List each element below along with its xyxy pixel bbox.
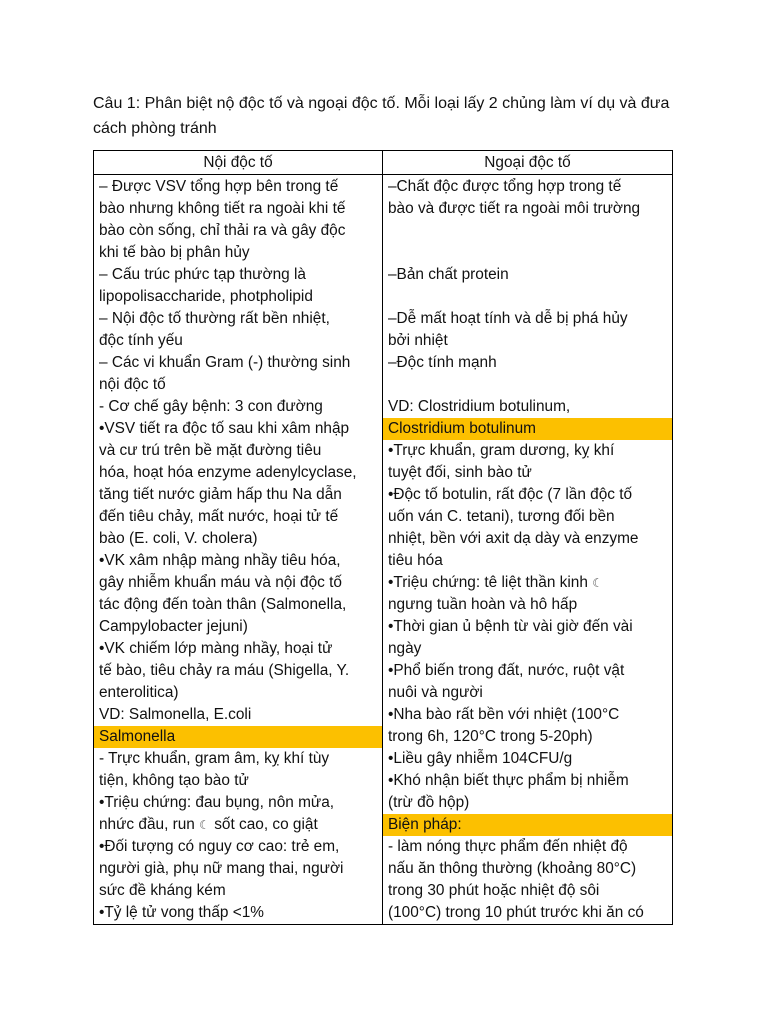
right-line: nuôi và người — [388, 684, 483, 701]
left-line: enterolitica) — [99, 684, 179, 701]
left-line: bào còn sống, chỉ thải ra và gây độc — [99, 222, 346, 239]
left-line: •VSV tiết ra độc tố sau khi xâm nhập — [99, 420, 350, 437]
left-line-text: nhức đầu, run — [99, 816, 195, 833]
left-line: •VK chiếm lớp màng nhầy, hoại tử — [99, 640, 333, 657]
table-header-row — [94, 151, 673, 175]
right-line: •Thời gian ủ bệnh từ vài giờ đến vài — [388, 618, 633, 635]
right-line: •Trực khuẩn, gram dương, kỵ khí — [388, 442, 615, 459]
right-line: •Phổ biến trong đất, nước, ruột vật — [388, 662, 625, 679]
left-line: bào (E. coli, V. cholera) — [99, 530, 258, 547]
moon-symbol-icon: ☾ — [592, 576, 603, 590]
left-line: – Được VSV tổng hợp bên trong tế — [99, 178, 339, 195]
blank-line — [388, 220, 667, 242]
right-line: VD: Clostridium botulinum, — [388, 398, 571, 415]
blank-line — [388, 286, 667, 308]
left-line — [99, 814, 377, 836]
right-line: ngày — [388, 640, 422, 657]
left-line: nội độc tố — [99, 376, 166, 393]
left-line-text: sốt cao, co giật — [214, 816, 318, 833]
question-line-1: Câu 1: Phân biệt nộ độc tố và ngoại độc tố. Mỗi loại lấy 2 chủng làm ví dụ và đưa — [93, 95, 670, 112]
clostridium-heading: Clostridium botulinum — [383, 418, 672, 440]
left-line: - Cơ chế gây bệnh: 3 con đường — [99, 398, 323, 415]
blank-line — [388, 242, 667, 264]
right-line: (trừ đồ hộp) — [388, 794, 470, 811]
left-line: tác động đến toàn thân (Salmonella, — [99, 596, 347, 613]
left-line: độc tính yếu — [99, 332, 183, 349]
right-line — [388, 572, 667, 594]
right-line: trong 30 phút hoặc nhiệt độ sôi — [388, 882, 600, 899]
right-line: –Độc tính mạnh — [388, 354, 497, 371]
right-line: - làm nóng thực phẩm đến nhiệt độ — [388, 838, 628, 855]
right-line: tuyệt đối, sinh bào tử — [388, 464, 532, 481]
left-line: lipopolisaccharide, photpholipid — [99, 288, 313, 305]
right-line-text: •Triệu chứng: tê liệt thần kinh — [388, 574, 588, 591]
header-endotoxin: Nội độc tố — [94, 151, 383, 175]
exotoxin-cell — [383, 175, 673, 925]
left-line: Campylobacter jejuni) — [99, 618, 248, 635]
right-line: –Bản chất protein — [388, 266, 509, 283]
right-line: uốn ván C. tetani), tương đối bền — [388, 508, 615, 525]
left-line: gây nhiễm khuẩn máu và nội độc tố — [99, 574, 342, 591]
right-line: nấu ăn thông thường (khoảng 80°C) — [388, 860, 637, 877]
left-line: khi tế bào bị phân hủy — [99, 244, 250, 261]
left-line: tiện, không tạo bào tử — [99, 772, 249, 789]
comparison-table — [93, 150, 673, 925]
right-line: •Nha bào rất bền với nhiệt (100°C — [388, 706, 620, 723]
right-line: (100°C) trong 10 phút trước khi ăn có — [388, 904, 644, 921]
right-line: –Chất độc được tổng hợp trong tế — [388, 178, 622, 195]
right-line: •Độc tố botulin, rất độc (7 lần độc tố — [388, 486, 633, 503]
left-line: bào nhưng không tiết ra ngoài khi tế — [99, 200, 346, 217]
left-line: – Cấu trúc phức tạp thường là — [99, 266, 306, 283]
question-text — [93, 91, 693, 141]
measures-heading: Biện pháp: — [383, 814, 672, 836]
right-line: trong 6h, 120°C trong 5-20ph) — [388, 728, 593, 745]
right-line: bởi nhiệt — [388, 332, 448, 349]
left-line: tế bào, tiêu chảy ra máu (Shigella, Y. — [99, 662, 350, 679]
left-line: hóa, hoạt hóa enzyme adenylcyclase, — [99, 464, 357, 481]
right-line: bào và được tiết ra ngoài môi trường — [388, 200, 641, 217]
right-line: •Khó nhận biết thực phẩm bị nhiễm — [388, 772, 629, 789]
left-line: •Triệu chứng: đau bụng, nôn mửa, — [99, 794, 335, 811]
left-line: •Tỷ lệ tử vong thấp <1% — [99, 904, 264, 921]
left-line: VD: Salmonella, E.coli — [99, 706, 252, 723]
left-line: •VK xâm nhập màng nhầy tiêu hóa, — [99, 552, 341, 569]
right-line: •Liều gây nhiễm 104CFU/g — [388, 750, 573, 767]
left-line: đến tiêu chảy, mất nước, hoại tử tế — [99, 508, 339, 525]
endotoxin-cell — [94, 175, 383, 925]
header-exotoxin: Ngoại độc tố — [383, 151, 673, 175]
left-line: người già, phụ nữ mang thai, người — [99, 860, 344, 877]
table-row — [94, 175, 673, 925]
left-line: – Các vi khuẩn Gram (-) thường sinh — [99, 354, 351, 371]
left-line: tăng tiết nước giảm hấp thu Na dẫn — [99, 486, 342, 503]
right-line: nhiệt, bền với axit dạ dày và enzyme — [388, 530, 639, 547]
moon-symbol-icon: ☾ — [199, 818, 210, 832]
left-line: – Nội độc tố thường rất bền nhiệt, — [99, 310, 330, 327]
left-line: sức đề kháng kém — [99, 882, 226, 899]
left-line: và cư trú trên bề mặt đường tiêu — [99, 442, 322, 459]
right-line: ngưng tuần hoàn và hô hấp — [388, 596, 578, 613]
right-line: –Dễ mất hoạt tính và dễ bị phá hủy — [388, 310, 628, 327]
right-line: tiêu hóa — [388, 552, 443, 569]
blank-line — [388, 374, 667, 396]
left-line: - Trực khuẩn, gram âm, kỵ khí tùy — [99, 750, 330, 767]
left-line: •Đối tượng có nguy cơ cao: trẻ em, — [99, 838, 340, 855]
question-line-2: cách phòng tránh — [93, 120, 217, 137]
salmonella-heading: Salmonella — [94, 726, 382, 748]
